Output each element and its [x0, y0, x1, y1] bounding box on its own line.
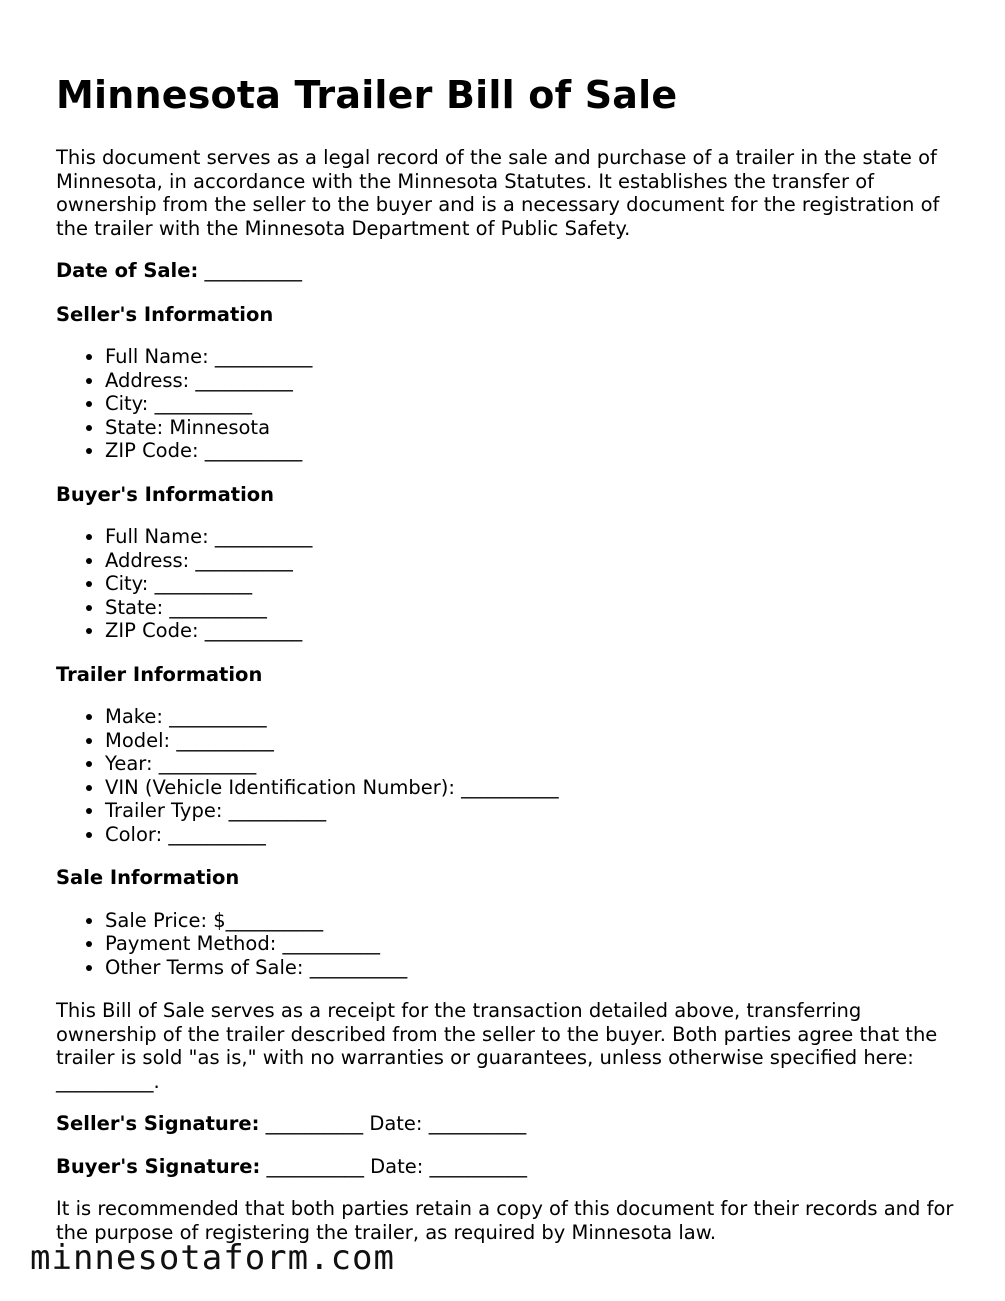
trailer-vin: • VIN (Vehicle Identification Number): __________ — [105, 776, 956, 800]
seller-signature-line — [56, 1112, 956, 1136]
buyer-city: • City: __________ — [105, 572, 956, 596]
buyer-signature-blanks: __________ Date: __________ — [266, 1154, 528, 1178]
closing-paragraph: This Bill of Sale serves as a receipt for the transaction detailed above, transferring ownership of the trailer described from the seller to the buyer. Both parties agree that the trailer is sold "as is," with no warranties or guarantees, unless otherwise specified here: __________. — [56, 999, 938, 1093]
site-watermark: minnesotaform.com — [30, 1238, 395, 1278]
page-title: Minnesota Trailer Bill of Sale — [56, 73, 678, 117]
payment-method: • Payment Method: __________ — [105, 932, 956, 956]
trailer-heading: Trailer Information — [56, 662, 263, 686]
buyer-signature-label: Buyer's Signature: — [56, 1154, 261, 1178]
date-of-sale-line — [56, 259, 956, 283]
buyer-list — [56, 525, 956, 643]
sale-price: • Sale Price: $__________ — [105, 909, 956, 933]
document-page — [56, 0, 956, 1244]
final-note: It is recommended that both parties retain a copy of this document for their records and for the purpose of registering the trailer, as required by Minnesota law. — [56, 1197, 954, 1244]
trailer-make: • Make: __________ — [105, 705, 956, 729]
buyer-address: • Address: __________ — [105, 549, 956, 573]
seller-list — [56, 345, 956, 463]
date-of-sale-blank: __________ — [204, 259, 302, 282]
other-terms: • Other Terms of Sale: __________ — [105, 956, 956, 980]
seller-address: • Address: __________ — [105, 369, 956, 393]
seller-zip: • ZIP Code: __________ — [105, 439, 956, 463]
trailer-type: • Trailer Type: __________ — [105, 799, 956, 823]
seller-state: • State: Minnesota — [105, 416, 956, 440]
buyer-heading: Buyer's Information — [56, 482, 275, 506]
sale-list — [56, 909, 956, 980]
buyer-zip: • ZIP Code: __________ — [105, 619, 956, 643]
date-of-sale-label: Date of Sale: — [56, 259, 199, 282]
buyer-signature-line — [56, 1155, 956, 1179]
buyer-full-name: • Full Name: __________ — [105, 525, 956, 549]
trailer-list — [56, 705, 956, 846]
trailer-color: • Color: __________ — [105, 823, 956, 847]
seller-signature-blanks: __________ Date: __________ — [265, 1112, 527, 1135]
trailer-year: • Year: __________ — [105, 752, 956, 776]
buyer-state: • State: __________ — [105, 596, 956, 620]
seller-city: • City: __________ — [105, 392, 956, 416]
seller-full-name: • Full Name: __________ — [105, 345, 956, 369]
seller-heading: Seller's Information — [56, 302, 274, 326]
trailer-model: • Model: __________ — [105, 729, 956, 753]
intro-paragraph: This document serves as a legal record of the sale and purchase of a trailer in the state of Minnesota, in accordance with the Minnesota Statutes. It establishes the transfer of ownership from the seller to the buyer and is a necessary document for the registration of the trailer with the Minnesota Department of Public Safety. — [56, 146, 940, 240]
sale-heading: Sale Information — [56, 866, 240, 889]
seller-signature-label: Seller's Signature: — [56, 1112, 260, 1135]
